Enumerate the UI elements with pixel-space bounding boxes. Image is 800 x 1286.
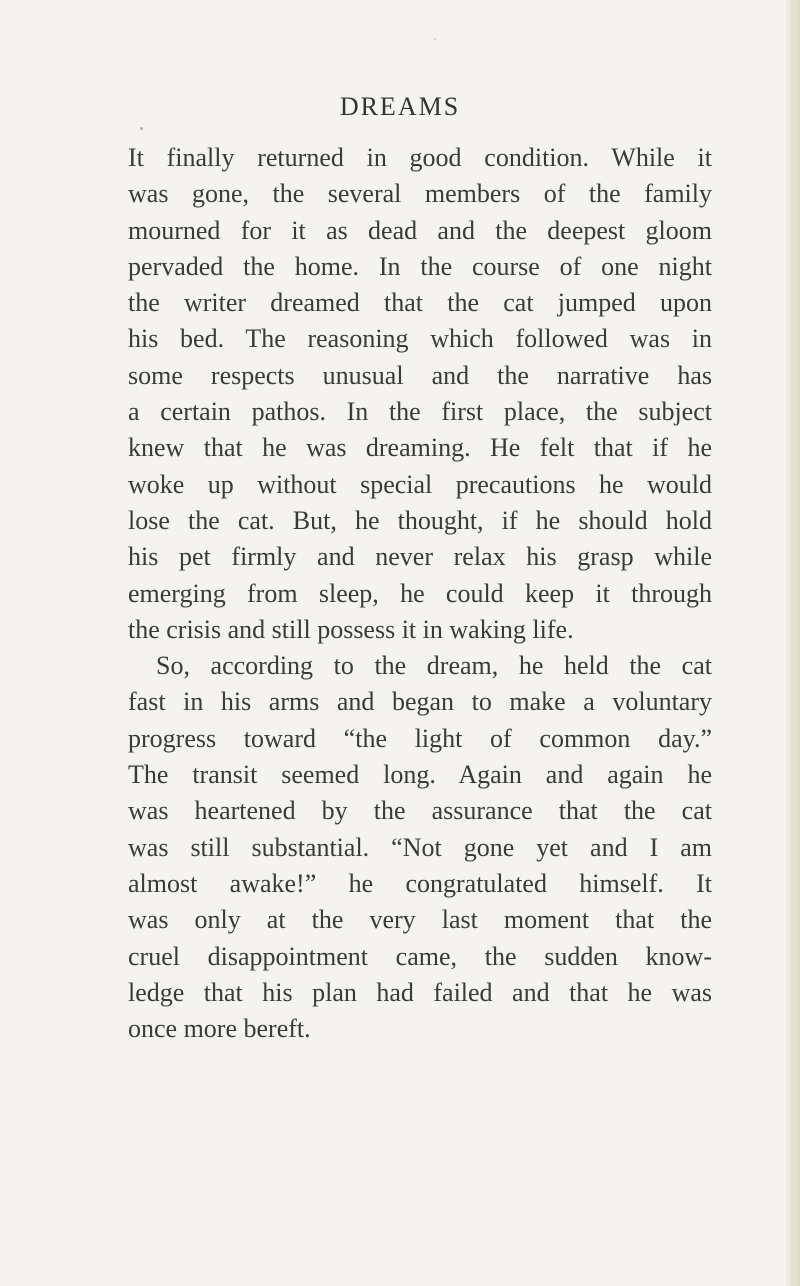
text-line: mourned for it as dead and the deepest gloom [128,215,712,245]
text-line: emerging from sleep, he could keep it through [128,578,712,608]
paragraph-2 [128,648,712,1047]
text-line: was only at the very last moment that the [128,905,712,935]
text-line: It finally returned in good condition. While it [128,143,712,172]
text-line: the writer dreamed that the cat jumped upon [128,288,712,318]
page-edge-shadow [786,0,800,1286]
text-line: the crisis and still possess it in waking life. [128,614,574,644]
text-line: progress toward “the light of common day.” [128,723,712,753]
text-line: The transit seemed long. Again and again he [128,760,712,790]
paragraph-1 [128,140,712,648]
text-line: So, according to the dream, he held the cat [156,651,712,681]
paper-speck [434,38,436,40]
text-line: was heartened by the assurance that the cat [128,796,712,826]
text-line: woke up without special precautions he would [128,469,712,499]
text-line: knew that he was dreaming. He felt that if he [128,433,712,463]
text-line: lose the cat. But, he thought, if he should hold [128,505,712,535]
text-line: almost awake!” he congratulated himself. It [128,868,712,898]
text-line: was still substantial. “Not gone yet and I am [128,832,712,862]
text-line: pervaded the home. In the course of one night [128,251,712,281]
text-line: once more bereft. [128,1014,311,1044]
body-text [128,140,712,1047]
text-line: his pet firmly and never relax his grasp while [128,542,712,572]
text-line: ledge that his plan had failed and that he was [128,977,712,1007]
text-line: some respects unusual and the narrative has [128,360,712,390]
text-line: was gone, the several members of the family [128,179,712,209]
text-line: a certain pathos. In the first place, the subject [128,397,712,427]
text-line: his bed. The reasoning which followed was in [128,324,712,354]
text-line: cruel disappointment came, the sudden know- [128,941,712,971]
text-line: fast in his arms and began to make a voluntary [128,687,712,717]
paper-speck [140,127,143,130]
running-head: DREAMS [339,92,461,121]
